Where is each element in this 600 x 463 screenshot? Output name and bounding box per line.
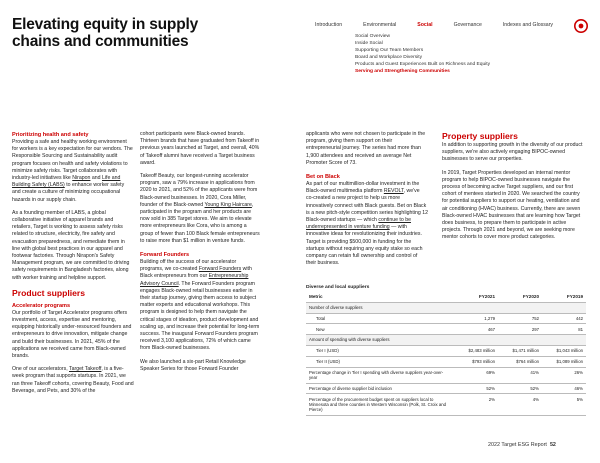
cell: 4%: [498, 394, 542, 415]
cell: 1,279: [454, 313, 498, 324]
paragraph: In 2019, Target Properties developed an internal mentor program to help BIPOC-owned businesses navigate the process of becoming active Target suppliers, and our first cohort of mentees started in 2020. We searched the country for potential suppliers to support our heating, ventilation and air conditioning (HVAC) business. Currently, there are seven Black-owned HVAC businesses that are learning how Target does business, to prepare them to participate in active projects. Through 2021 and beyond, we are seeking more mentor cohorts to cover more product categories.: [442, 169, 581, 241]
link-target-takeoff[interactable]: Target Takeoff: [69, 366, 102, 373]
table-row: [306, 394, 586, 415]
cell: $2,483 million: [454, 345, 498, 356]
table-row: [306, 345, 586, 356]
paragraph: cohort participants were Black-owned brands. Thirteen brands that have graduated from Takeoff in previous years launched at Target, and overall, 40% of Takeoff alumni have received a Target business award.: [140, 131, 260, 166]
link-young-king[interactable]: Young King Haircare: [204, 201, 252, 208]
cell: Number of diverse suppliers: [306, 302, 454, 313]
cell: Tier I (USD): [306, 345, 454, 356]
cell: 41%: [498, 367, 542, 383]
tab-indexes-glossary[interactable]: Indexes and Glossary: [502, 22, 554, 28]
cell: $764 million: [498, 356, 542, 367]
diverse-suppliers-table: [306, 292, 586, 416]
cell: Percentage change in Tier I spending with diverse suppliers year-over-year: [306, 367, 454, 383]
cell: 752: [498, 313, 542, 324]
table-row: [306, 313, 586, 324]
sub-nav: [355, 33, 490, 75]
footer-label: 2022 Target ESG Report: [488, 442, 547, 448]
table-row: [306, 302, 586, 313]
target-logo-icon[interactable]: [574, 19, 588, 33]
column-1: [12, 131, 134, 395]
cell: [454, 302, 498, 313]
heading-forward-founders: Forward Founders: [140, 252, 190, 259]
text: One of our accelerators,: [12, 366, 69, 373]
paragraph: We also launched a six-part Retail Knowledge Speaker Series for those Forward Founder: [140, 358, 246, 372]
text: , we've co-created a new project to help us more innovatively connect with Black guests. Bet on Black is a new pitch-style competition series highlighting 12 Black-owned startups — which: [306, 188, 428, 224]
column-3: [306, 131, 428, 267]
table-row: [306, 335, 586, 346]
cell: 442: [542, 313, 586, 324]
column-4: [442, 131, 584, 242]
paragraph: As a founding member of LABS, a global collaborative initiative of apparel brands and retailers, Target is working to assess safety risks related to structure, electricity, fire safety and evacuation preparedness, and remediate them in line with global best practices in our apparel and footwear factories. Through Nirapon's Safety Management program, we are committed to driving safety requirements in Bangladesh factories, along with worker training and helpline support.: [12, 209, 130, 281]
cell: $1,043 million: [542, 345, 586, 356]
text: Providing a safe and healthy working environment for workers is a key expectation for our vendors. The Responsible Sourcing and Sustainability audit program focuses on health and safety violations to minimize safety risks. Target collaborates with industry-led initiatives like: [12, 139, 133, 182]
section-property-suppliers: Property suppliers: [442, 131, 518, 141]
cell: [498, 335, 542, 346]
cell: Amount of spending with diverse suppliers: [306, 335, 454, 346]
text: As part of our multimillion-dollar investment in the Black-owned multimedia platform: [306, 181, 420, 195]
cell: [542, 335, 586, 346]
text: to enhance worker safety and create a culture of minimizing occupational hazards in our supply chain.: [12, 182, 125, 203]
cell: Percentage of diverse supplier bid inclusion: [306, 383, 454, 394]
cell: [454, 335, 498, 346]
table-caption: Diverse and local suppliers: [306, 285, 370, 290]
cell: [498, 302, 542, 313]
paragraph: Our portfolio of Target Accelerator programs offers investment, access, expertise and mentoring, equipping historically under-resourced founders and entrepreneurs to drive innovation, mitigate change and build their businesses. In 2021, 45% of the applications we received came from Black-owned brands.: [12, 309, 132, 360]
cell: Percentage of the procurement budget spent on suppliers local to Minnesota and three counties in Western Wisconsin (Polk, St. Croix and Pierce): [306, 394, 454, 415]
cell: 2%: [454, 394, 498, 415]
heading-bet-on-black: Bet on Black: [306, 174, 340, 181]
paragraph: [306, 181, 428, 267]
text: and: [90, 175, 102, 182]
column-2: [140, 131, 260, 373]
header-fy2021: FY2021: [454, 292, 498, 302]
paragraph: [140, 173, 260, 245]
link-advisory-council[interactable]: Entrepreneurship Advisory Council: [140, 273, 249, 287]
heading-health-safety: Prioritizing health and safety: [12, 132, 89, 138]
subnav-board-diversity[interactable]: Board and Workplace Diversity: [355, 55, 423, 60]
link-venture-funding[interactable]: continue to be underrepresented in venture funding: [306, 217, 411, 231]
cell: Tier II (USD): [306, 356, 454, 367]
text: Takeoff Beauty, our longest-running accelerator program, saw a 79% increase in applications from 2020 to 2021, and 52% of the applicants were from Black-owned businesses. In 2020, Cora Miller, founder of the Black-owned: [140, 173, 258, 208]
tab-introduction[interactable]: Introduction: [315, 22, 343, 28]
table-row: [306, 367, 586, 383]
header-fy2020: FY2020: [498, 292, 542, 302]
cell: 467: [454, 324, 498, 335]
cell: 297: [498, 324, 542, 335]
paragraph: [12, 366, 134, 395]
text: Building off the success of our accelerator programs, we co-created: [140, 259, 237, 273]
table-row: [306, 324, 586, 335]
subnav-team-members[interactable]: Supporting Our Team Members: [355, 48, 424, 53]
text: with Black entrepreneurs from our: [140, 266, 252, 280]
link-nirapon[interactable]: Nirapon: [72, 175, 91, 182]
cell: Total: [306, 313, 454, 324]
page-title: Elevating equity in supply chains and communities: [12, 16, 198, 50]
cell: 5%: [542, 394, 586, 415]
link-forward-founders[interactable]: Forward Founders: [198, 266, 242, 273]
text: — with innovative ideas for revolutionizing their industries. Target is providing $500,000 in funding for the startups without requiring any equity stake so each company can retain full ownership and control of their business.: [306, 224, 423, 267]
cell: New: [306, 324, 454, 335]
tab-social[interactable]: Social: [417, 22, 433, 28]
cell: [542, 302, 586, 313]
table-row: [306, 383, 586, 394]
cell: 52%: [454, 383, 498, 394]
paragraph: applicants who were not chosen to participate in the program, giving them support on their entrepreneurial journey. The series had more than 1,900 attendees and received an average Net Promoter Score of 73.: [306, 131, 426, 166]
subnav-communities[interactable]: Serving and Strengthening Communities: [355, 69, 450, 74]
table-header-row: [306, 292, 586, 302]
subnav-social-overview[interactable]: Social Overview: [355, 34, 391, 39]
tab-governance[interactable]: Governance: [453, 22, 482, 28]
cell: 26%: [542, 367, 586, 383]
section-product-suppliers: Product suppliers: [12, 287, 86, 298]
cell: 46%: [542, 383, 586, 394]
cell: 81: [542, 324, 586, 335]
text: , is a five-week program that supports startups. In 2021, we ran three Takeoff cohorts, covering Beauty, Food and Beverage, and Pets, and 30% of the: [12, 366, 134, 394]
paragraph: In addition to supporting growth in the diversity of our product suppliers, we're also actively engaging BIPOC-owned businesses to serve our properties.: [442, 142, 583, 163]
heading-accelerator: Accelerator programs: [12, 302, 71, 309]
cell: $793 million: [454, 356, 498, 367]
cell: $1,471 million: [498, 345, 542, 356]
cell: 69%: [454, 367, 498, 383]
paragraph: [12, 139, 134, 204]
link-revolt[interactable]: REVOLT: [383, 188, 404, 195]
link-labs[interactable]: Life and Building Safety (LABS): [12, 175, 121, 189]
table-row: [306, 356, 586, 367]
top-nav: [315, 22, 574, 28]
text: . The Forward Founders program engages Black-owned retail businesses earlier in their startup journey, giving them access to subject matter experts and educational workshops. This program is designed to help them navigate the critical stages of ideation, product development and scaling up, and increase their potential for long-term success. The inaugural Forward Founders program received 3,100 applications, 72% of which came from Black-owned businesses.: [140, 280, 260, 352]
cell: $1,089 million: [542, 356, 586, 367]
header-fy2019: FY2019: [542, 292, 586, 302]
paragraph: [140, 259, 260, 353]
page-number: 52: [549, 442, 556, 448]
page-footer: [488, 442, 556, 448]
subnav-products-guest[interactable]: Products and Guest Experiences Built on Richness and Equity: [355, 62, 491, 67]
subnav-inside-social[interactable]: Inside Social: [355, 41, 383, 46]
text: , participated in the program and her products are now sold in 385 Target stores. We aim to elevate more entrepreneurs like Cora, who is among a group of fewer than 100 Black female entrepreneurs to raise more than $1 million in venture funds.: [140, 201, 260, 244]
header-metric: Metric: [306, 292, 454, 302]
cell: 52%: [498, 383, 542, 394]
tab-environmental[interactable]: Environmental: [363, 22, 397, 28]
